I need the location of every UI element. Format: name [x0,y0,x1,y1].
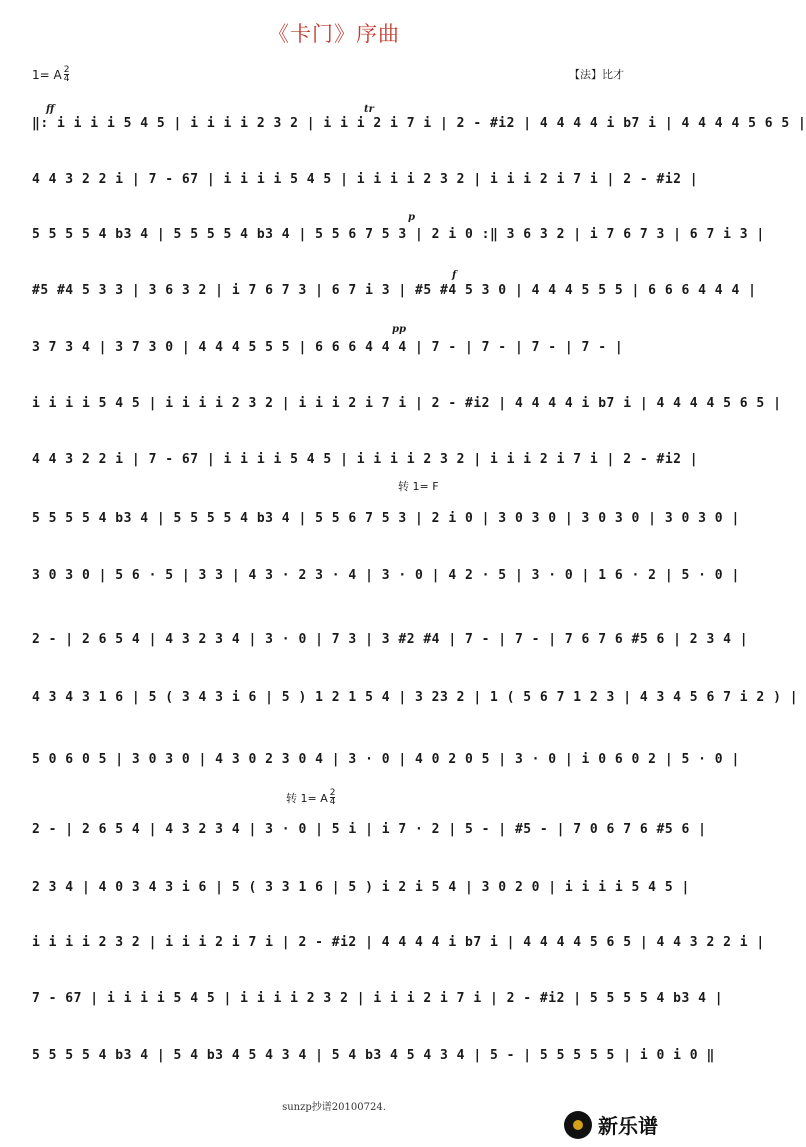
score-line-16 [32,991,724,1017]
score-line-9 [32,568,740,594]
score-line-text: 5 0 6 0 5 | 3 0 3 0 | 4 3 0 2 3 0 4 | 3 · 0 | 4 0 2 0 5 | 3 · 0 | i 0 6 0 2 | 5 · 0 | [32,752,740,767]
score-line-17 [32,1048,715,1074]
time-signature [64,66,70,83]
dynamic-pp-mark: pp [392,324,406,335]
vinyl-record-icon [564,1111,592,1139]
modulation-to-a [286,789,335,806]
score-line-12 [32,752,740,778]
trill-mark: tr [364,104,374,115]
dynamic-p-mark: p [408,212,415,223]
site-logo-text: 新乐谱 [598,1114,658,1138]
score-line-5 [32,340,630,366]
score-line-text: 5 5 5 5 4 b3 4 | 5 5 5 5 4 b3 4 | 5 5 6 7 5 3 | 2 i 0 :‖ 3 6 3 2 | i 7 6 7 3 | 6 7 i 3 | [32,227,765,242]
score-line-text: i i i i 5 4 5 | i i i i 2 3 2 | i i i 2 i 7 i | 2 - #i2 | 4 4 4 4 i b7 i | 4 4 4 4 5 6 5 | [32,396,782,411]
score-line-8 [32,511,740,537]
score-line-15 [32,935,765,961]
score-line-text: ‖: i i i i 5 4 5 | i i i i 2 3 2 | i i i 2 i 7 i | 2 - #i2 | 4 4 4 4 i b7 i | 4 4 4 4 5 6 5 | [32,116,806,131]
score-line-3 [32,227,765,253]
modulation-to-a-text: 转 1= A [286,791,328,805]
modulation-time-numerator: 2 [329,788,336,798]
score-line-11 [32,690,799,716]
score-line-text: i i i i 2 3 2 | i i i 2 i 7 i | 2 - #i2 | 4 4 4 4 i b7 i | 4 4 4 4 5 6 5 | 4 4 3 2 2 i | [32,935,765,950]
key-signature [32,66,69,83]
score-line-text: 5 5 5 5 4 b3 4 | 5 5 5 5 4 b3 4 | 5 5 6 7 5 3 | 2 i 0 | 3 0 3 0 | 3 0 3 0 | 3 0 3 0 | [32,511,740,526]
score-line-1 [32,116,806,142]
score-line-text: #5 #4 5 3 3 | 3 6 3 2 | i 7 6 7 3 | 6 7 i 3 | #5 #4 5 3 0 | 4 4 4 5 5 5 | 6 6 6 4 4 4 | [32,283,757,298]
score-line-6 [32,396,782,422]
time-signature-numerator: 2 [63,65,70,75]
dynamic-ff-mark: ff [46,104,55,115]
score-line-text: 2 3 4 | 4 0 3 4 3 i 6 | 5 ( 3 3 1 6 | 5 ) i 2 i 5 4 | 3 0 2 0 | i i i i 5 4 5 | [32,880,690,895]
composer-credit: 【法】比才 [569,68,624,81]
score-line-text: 2 - | 2 6 5 4 | 4 3 2 3 4 | 3 · 0 | 5 i | i 7 · 2 | 5 - | #5 - | 7 0 6 7 6 #5 6 | [32,822,707,837]
score-line-text: 4 4 3 2 2 i | 7 - 67 | i i i i 5 4 5 | i i i i 2 3 2 | i i i 2 i 7 i | 2 - #i2 | [32,172,699,187]
score-line-text: 3 0 3 0 | 5 6 · 5 | 3 3 | 4 3 · 2 3 · 4 | 3 · 0 | 4 2 · 5 | 3 · 0 | 1 6 · 2 | 5 · 0 | [32,568,740,583]
score-line-text: 4 3 4 3 1 6 | 5 ( 3 4 3 i 6 | 5 ) 1 2 1 5 4 | 3 23 2 | 1 ( 5 6 7 1 2 3 | 4 3 4 5 6 7 i 2 ) | [32,690,799,705]
score-line-text: 5 5 5 5 4 b3 4 | 5 4 b3 4 5 4 3 4 | 5 4 b3 4 5 4 3 4 | 5 - | 5 5 5 5 5 | i 0 i 0 ‖ [32,1048,715,1063]
dynamic-f-mark: f [452,270,457,281]
score-line-text: 7 - 67 | i i i i 5 4 5 | i i i i 2 3 2 | i i i 2 i 7 i | 2 - #i2 | 5 5 5 5 4 b3 4 | [32,991,724,1006]
key-signature-text: 1= A [32,67,62,82]
score-line-text: 3 7 3 4 | 3 7 3 0 | 4 4 4 5 5 5 | 6 6 6 4 4 4 | 7 - | 7 - | 7 - | 7 - | [32,340,624,355]
score-line-text: 2 - | 2 6 5 4 | 4 3 2 3 4 | 3 · 0 | 7 3 | 3 #2 #4 | 7 - | 7 - | 7 6 7 6 #5 6 | 2 3 4 | [32,632,749,647]
score-line-4 [32,283,757,309]
page-title: 《卡门》序曲 [268,22,400,46]
time-signature-denominator: 4 [63,74,70,84]
score-line-text: 4 4 3 2 2 i | 7 - 67 | i i i i 5 4 5 | i i i i 2 3 2 | i i i 2 i 7 i | 2 - #i2 | [32,452,699,467]
score-line-13 [32,822,707,848]
modulation-time-denominator: 4 [329,797,336,807]
score-line-14 [32,880,690,906]
score-line-2 [32,172,699,198]
transcriber-credit: sunzp抄谱20100724. [282,1102,386,1113]
modulation-to-f: 转 1= F [398,480,439,493]
score-line-10 [32,632,749,658]
score-line-7 [32,452,699,478]
site-logo[interactable] [564,1110,658,1139]
modulation-time-signature [330,789,336,806]
